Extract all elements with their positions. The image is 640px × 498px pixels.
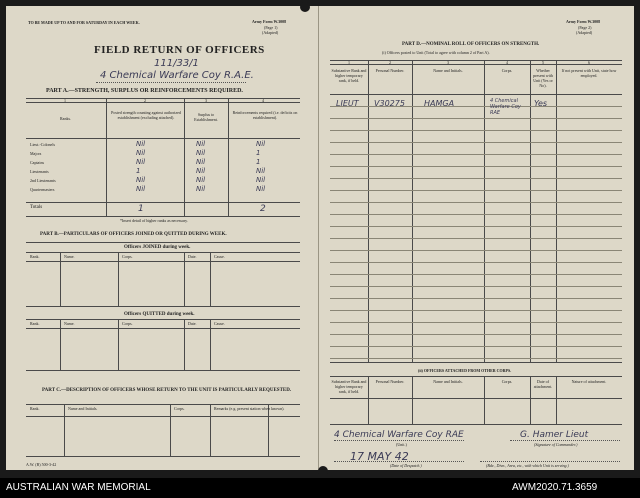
column-header: Rank. <box>30 406 40 411</box>
column-header: Corps. <box>122 321 133 326</box>
totals-reinforcements: 2 <box>260 204 266 214</box>
form-id-right: Army Form W.3008 <box>566 19 601 24</box>
col-number: 3 <box>205 98 207 103</box>
strength-value: Nil <box>136 158 146 166</box>
form-adapted: (Adapted) <box>262 30 279 35</box>
column-header: Corps. <box>501 68 513 73</box>
column-divider <box>118 252 119 306</box>
column-number: 1 <box>348 60 350 65</box>
date-label: (Date of Despatch.) <box>390 463 422 468</box>
row-line <box>330 250 622 251</box>
strength-value: Nil <box>136 140 146 148</box>
partd-title: PART D.—NOMINAL ROLL OF OFFICERS ON STRENGTH. <box>402 42 540 47</box>
col-number: 2 <box>144 98 146 103</box>
column-header: Date of attachment. <box>533 379 553 389</box>
surplus-value: Nil <box>196 167 206 175</box>
row-line <box>330 334 622 335</box>
row-line <box>330 202 622 203</box>
column-header: Name and Initials. <box>433 379 463 384</box>
column-header: Substantive Rank and higher temporary rank, if held. <box>331 379 367 394</box>
print-code: A.W. (B) 500-3-42 <box>26 462 57 467</box>
column-header: Nature of attachment. <box>571 379 607 384</box>
row-line <box>330 154 622 155</box>
unit-label: (Unit.) <box>396 442 407 447</box>
row-line <box>330 262 622 263</box>
rank-label: 2nd Lieutenants <box>30 178 56 183</box>
rank-label: Lieutenants <box>30 169 49 174</box>
column-divider <box>118 319 119 370</box>
header-reinforcements: Reinforcements required (i.e. deficits on establishment). <box>232 110 298 120</box>
column-header: Remarks (e.g. present station when known). <box>214 406 285 411</box>
column-header: Corps. <box>122 254 133 259</box>
form-adapted-right: (Adapted) <box>576 30 593 35</box>
binding-hole <box>318 466 328 476</box>
col-number: 1 <box>64 98 66 103</box>
header-ranks: Ranks. <box>60 116 71 121</box>
footer-bar <box>0 478 640 498</box>
attached-title: (ii) OFFICERS ATTACHED FROM OTHER CORPS. <box>418 368 512 373</box>
surplus-value: Nil <box>196 158 206 166</box>
column-header: Name. <box>64 254 75 259</box>
column-divider <box>184 252 185 306</box>
handwritten-ref: 111/33/1 <box>154 58 199 69</box>
partb-title: PART B.—PARTICULARS OF OFFICERS JOINED OR QUITTED DURING WEEK. <box>40 232 227 237</box>
column-header: Name. <box>64 321 75 326</box>
column-divider <box>210 404 211 456</box>
row-line <box>330 142 622 143</box>
row-line <box>330 118 622 119</box>
column-header: Rank. <box>30 321 40 326</box>
parta-title: PART A.—STRENGTH, SURPLUS OR REINFORCEMENTS REQUIRED. <box>46 88 243 94</box>
column-number: 4 <box>506 60 508 65</box>
column-number: 2 <box>389 60 391 65</box>
column-header: If not present with Unit, state how employed. <box>561 68 617 78</box>
handwritten-unit: 4 Chemical Warfare Coy R.A.E. <box>100 70 254 81</box>
column-header: Corps. <box>501 379 513 384</box>
column-header: Personal Number. <box>375 379 405 384</box>
quitted-title: Officers QUITTED during week. <box>124 312 195 317</box>
area-label: (Bde., Divn., Area, etc., with which Unit is serving.) <box>486 463 569 468</box>
left-page <box>6 6 319 470</box>
column-divider <box>268 404 269 456</box>
column-divider <box>60 319 61 370</box>
col-number: 4 <box>262 98 264 103</box>
partc-title: PART C.—DESCRIPTION OF OFFICERS WHOSE RETURN TO THE UNIT IS PARTICULARLY REQUESTED. <box>42 388 292 393</box>
joined-title: Officers JOINED during week. <box>124 245 191 250</box>
row-line <box>330 178 622 179</box>
entry-number: V30275 <box>374 99 405 108</box>
reinforcement-value: 1 <box>256 158 261 166</box>
commander-label: (Signature of Commander.) <box>534 442 578 447</box>
column-divider <box>170 404 171 456</box>
row-line <box>330 286 622 287</box>
strength-value: Nil <box>136 185 146 193</box>
row-line <box>330 358 622 359</box>
column-divider <box>64 404 65 456</box>
handwritten-unit-sig: 4 Chemical Warfare Coy RAE <box>334 430 464 440</box>
totals-strength: 1 <box>138 204 144 214</box>
row-line <box>330 274 622 275</box>
form-page-right: (Page 2) <box>578 25 592 30</box>
column-header: Substantive Rank and higher temporary rank, if held. <box>331 68 367 83</box>
unit-line <box>96 82 246 83</box>
surplus-value: Nil <box>196 140 206 148</box>
row-line <box>330 310 622 311</box>
footer-source: AUSTRALIAN WAR MEMORIAL <box>6 482 151 493</box>
entry-present: Yes <box>534 99 548 108</box>
row-line <box>330 130 622 131</box>
form-page: (Page 1) <box>264 25 278 30</box>
row-line <box>330 322 622 323</box>
column-header: Corps. <box>174 406 185 411</box>
column-number: 3 <box>447 60 449 65</box>
row-line <box>330 298 622 299</box>
reinforcement-value: Nil <box>256 140 266 148</box>
reinforcement-value: 1 <box>256 149 261 157</box>
strength-value: Nil <box>136 176 146 184</box>
strength-value: Nil <box>136 149 146 157</box>
partd-subtitle: (i) Officers posted to Unit (Total to agree with column 2 of Part A). <box>382 50 490 55</box>
row-line <box>330 214 622 215</box>
row-line <box>330 238 622 239</box>
despatch-date: 17 MAY 42 <box>350 450 409 463</box>
form-id: Army Form W.3008 <box>252 19 287 24</box>
entry-name: HAMGA <box>424 99 455 108</box>
reinforcement-value: Nil <box>256 167 266 175</box>
column-header: Name and Initials. <box>68 406 98 411</box>
column-divider <box>210 252 211 306</box>
column-header: Date. <box>188 321 197 326</box>
row-line <box>330 190 622 191</box>
column-divider <box>184 319 185 370</box>
column-divider <box>60 252 61 306</box>
column-number: 6 <box>588 60 590 65</box>
surplus-value: Nil <box>196 185 206 193</box>
rank-label: Captains <box>30 160 44 165</box>
column-header: Cause. <box>214 321 225 326</box>
row-line <box>330 346 622 347</box>
reinforcement-value: Nil <box>256 185 266 193</box>
rank-label: Quartermasters <box>30 187 55 192</box>
column-number: 5 <box>542 60 544 65</box>
column-header: Rank. <box>30 254 40 259</box>
parta-note: *Insert detail of higher ranks as necessary. <box>120 218 188 223</box>
rank-label: Majors <box>30 151 42 156</box>
entry-corps: 4 Chemical Warfare Coy RAE <box>490 98 521 116</box>
entry-rank: LIEUT <box>336 99 359 108</box>
totals-label: Totals <box>30 205 43 210</box>
column-header: Name and Initials. <box>433 68 463 73</box>
surplus-value: Nil <box>196 149 206 157</box>
binding-hole <box>300 2 310 12</box>
column-header: Personal Number. <box>375 68 405 73</box>
footer-accession: AWM2020.71.3659 <box>512 482 598 493</box>
commander-signature: G. Hamer Lieut <box>520 430 589 440</box>
page-title: FIELD RETURN OF OFFICERS <box>94 44 265 56</box>
right-page <box>320 6 634 470</box>
rank-label: Lieut.-Colonels <box>30 142 55 147</box>
document-sheet <box>6 6 634 470</box>
surplus-value: Nil <box>196 176 206 184</box>
strength-value: 1 <box>136 167 141 175</box>
column-header: Date. <box>188 254 197 259</box>
row-line <box>330 166 622 167</box>
header-strength: Posted strength counting against authorized establishment (excluding attached). <box>111 110 181 120</box>
column-header: Cause. <box>214 254 225 259</box>
column-header: Whether present with Unit (Yes or No). <box>533 68 553 88</box>
header-surplus: Surplus to Establishment. <box>194 112 218 122</box>
reinforcement-value: Nil <box>256 176 266 184</box>
row-line <box>330 226 622 227</box>
column-divider <box>210 319 211 370</box>
top-note: TO BE MADE UP TO AND FOR SATURDAY IN EACH WEEK. <box>28 20 140 25</box>
